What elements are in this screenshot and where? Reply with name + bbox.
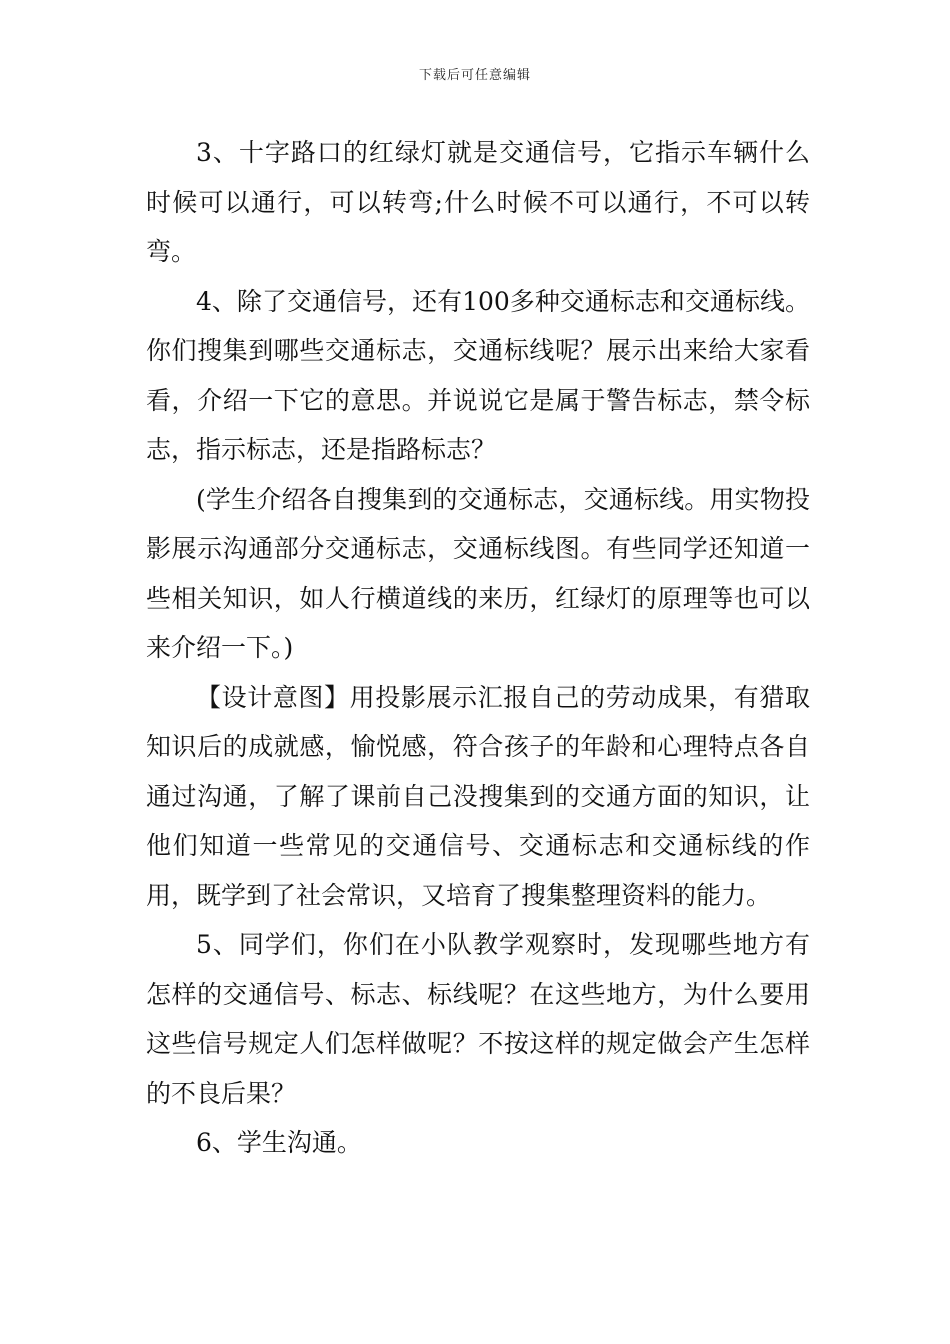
- paragraph-student-communication: 6、学生沟通。: [196, 1128, 362, 1157]
- document-body: [146, 128, 810, 1168]
- paragraph-student-presentation: (学生介绍各自搜集到的交通标志，交通标线。用实物投影展示沟通部分交通标志，交通标线图。有些同学还知道一些相关知识，如人行横道线的来历，红绿灯的原理等也可以来介绍一下。): [146, 484, 810, 662]
- paragraph-design-intent: 【设计意图】用投影展示汇报自己的劳动成果，有猎取知识后的成就感，愉悦感，符合孩子的年龄和心理特点各自通过沟通，了解了课前自己没搜集到的交通方面的知识，让他们知道一些常见的交通信号、交通标志和交通标线的作用，既学到了社会常识，又培育了搜集整理资料的能力。: [146, 682, 810, 910]
- page-header-note: 下载后可任意编辑: [418, 68, 531, 83]
- paragraph-traffic-lights: 3、十字路口的红绿灯就是交通信号，它指示车辆什么时候可以通行，可以转弯;什么时候不可以通行，不可以转弯。: [146, 138, 810, 266]
- paragraph-traffic-signs: 4、除了交通信号，还有100多种交通标志和交通标线。你们搜集到哪些交通标志，交通标线呢？展示出来给大家看看，介绍一下它的意思。并说说它是属于警告标志，禁令标志，指示标志，还是指路标志？: [146, 286, 810, 464]
- paragraph-observation-question: 5、同学们，你们在小队教学观察时，发现哪些地方有怎样的交通信号、标志、标线呢？在这些地方，为什么要用这些信号规定人们怎样做呢？不按这样的规定做会产生怎样的不良后果？: [146, 930, 810, 1108]
